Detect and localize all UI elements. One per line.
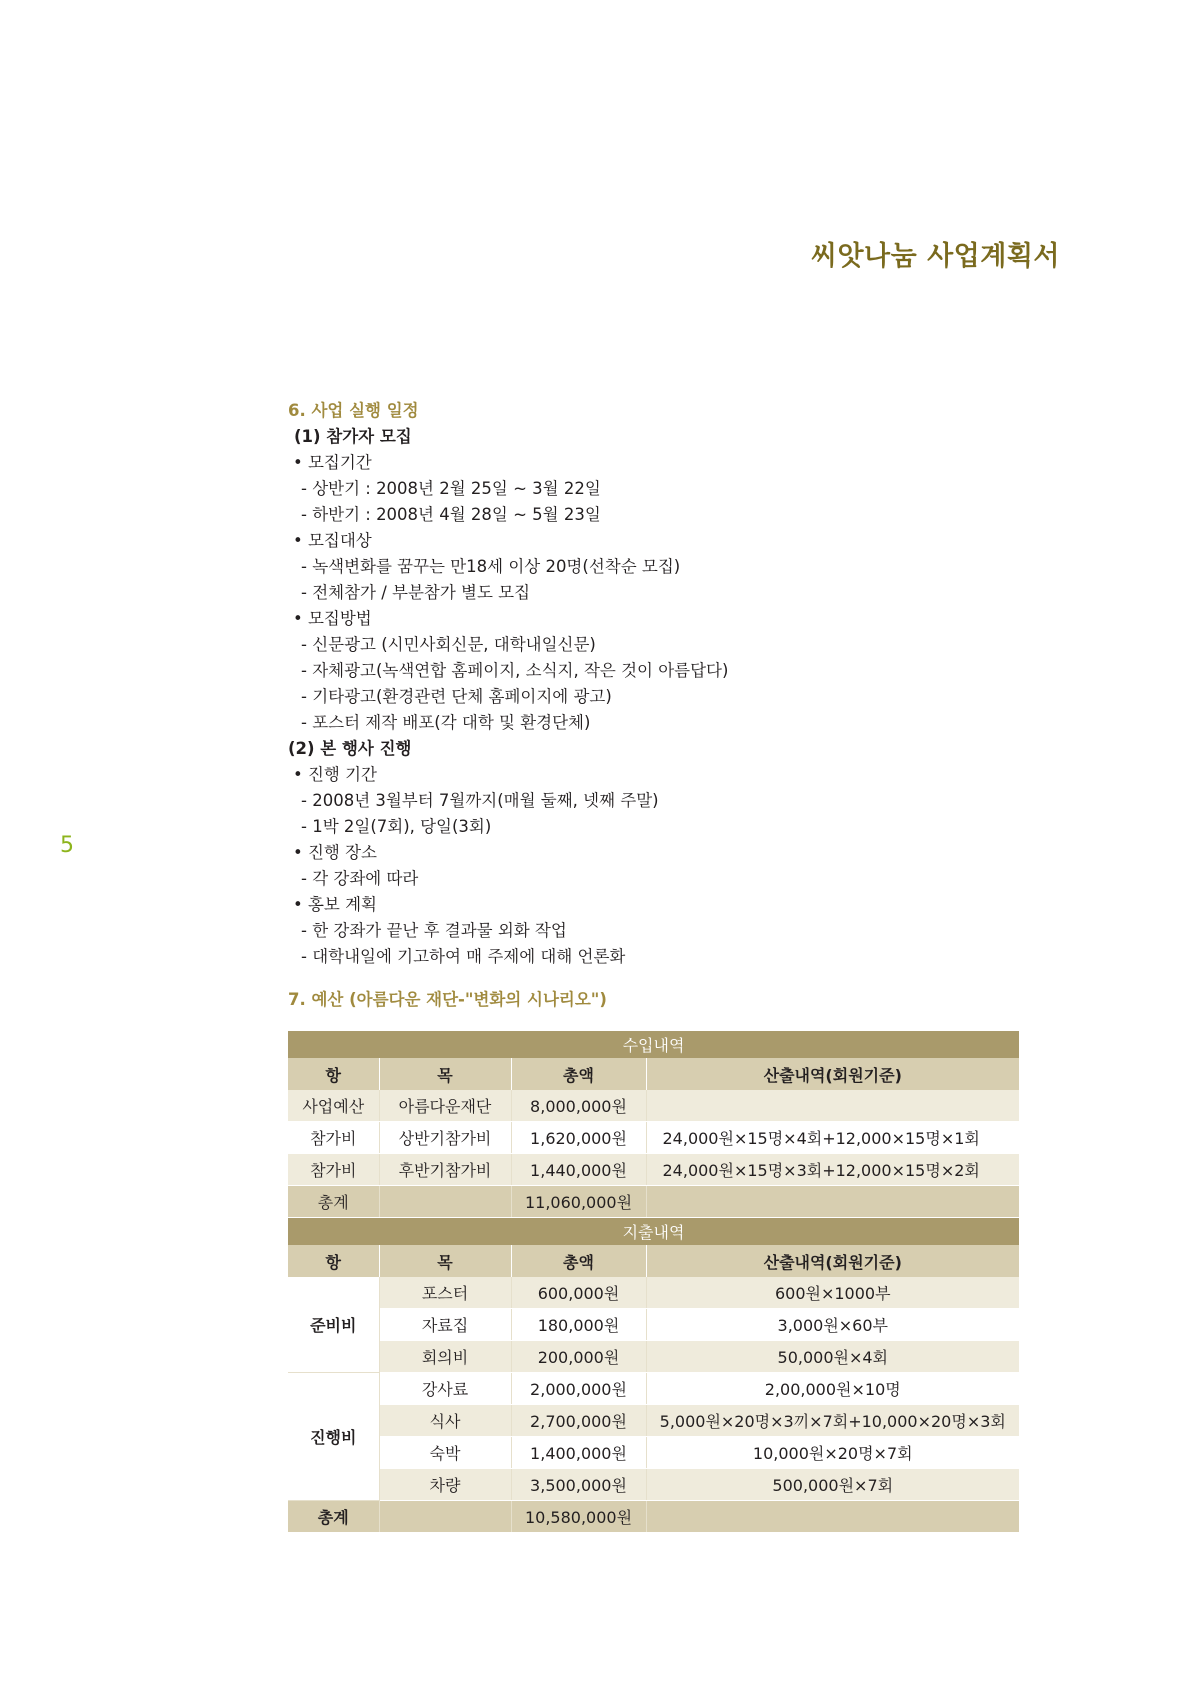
cell-item: 총계 <box>288 1501 379 1533</box>
expense-band-label: 지출내역 <box>288 1218 1019 1246</box>
cell-calc <box>646 1186 1019 1218</box>
list-item: - 녹색변화를 꿈꾸는 만18세 이상 20명(선착순 모집) <box>301 557 681 576</box>
column-header-item: 항 <box>288 1058 379 1090</box>
cell-total: 2,700,000원 <box>511 1405 646 1437</box>
group-operation-cost: 진행비 <box>288 1373 379 1501</box>
table-row <box>288 1122 1019 1154</box>
cell-item: 총계 <box>288 1186 379 1218</box>
list-item: - 한 강좌가 끝난 후 결과물 외화 작업 <box>301 921 567 940</box>
column-header-item: 항 <box>288 1245 379 1277</box>
bullet-recruit-method: • 모집방법 <box>293 609 372 628</box>
cell-subitem: 회의비 <box>379 1341 511 1373</box>
bullet-event-location: • 진행 장소 <box>293 843 377 862</box>
income-band <box>288 1031 1019 1058</box>
bullet-event-period: • 진행 기간 <box>293 765 377 784</box>
cell-total: 200,000원 <box>511 1341 646 1373</box>
table-row <box>288 1154 1019 1186</box>
list-item: - 기타광고(환경관련 단체 홈페이지에 광고) <box>301 687 612 706</box>
table-row <box>288 1341 1019 1373</box>
expense-header-row <box>288 1245 1019 1277</box>
budget-table <box>288 1031 1019 1533</box>
cell-subitem: 상반기참가비 <box>379 1122 511 1154</box>
list-item: - 상반기 : 2008년 2월 25일 ~ 3월 22일 <box>301 479 601 498</box>
list-item: - 각 강좌에 따라 <box>301 869 419 888</box>
cell-total: 1,440,000원 <box>511 1154 646 1186</box>
cell-subitem: 차량 <box>379 1469 511 1501</box>
bullet-recruit-period: • 모집기간 <box>293 453 372 472</box>
list-item: - 신문광고 (시민사회신문, 대학내일신문) <box>301 635 596 654</box>
list-item: - 2008년 3월부터 7월까지(매월 둘째, 넷째 주말) <box>301 791 659 810</box>
cell-total: 1,620,000원 <box>511 1122 646 1154</box>
cell-item: 사업예산 <box>288 1090 379 1122</box>
table-row <box>288 1309 1019 1341</box>
cell-total: 180,000원 <box>511 1309 646 1341</box>
cell-calc: 50,000원×4회 <box>646 1341 1019 1373</box>
cell-calc <box>646 1501 1019 1533</box>
expense-band <box>288 1218 1019 1246</box>
table-row <box>288 1277 1019 1309</box>
cell-calc: 24,000원×15명×4회+12,000×15명×1회 <box>646 1122 1019 1154</box>
cell-subitem: 숙박 <box>379 1437 511 1469</box>
income-header-row <box>288 1058 1019 1090</box>
list-item: - 하반기 : 2008년 4월 28일 ~ 5월 23일 <box>301 505 601 524</box>
list-item: - 자체광고(녹색연합 홈페이지, 소식지, 작은 것이 아름답다) <box>301 661 729 680</box>
document-body <box>288 398 1048 1024</box>
table-row <box>288 1469 1019 1501</box>
list-item: - 포스터 제작 배포(각 대학 및 환경단체) <box>301 713 591 732</box>
cell-subitem: 강사료 <box>379 1373 511 1405</box>
cell-subitem: 자료집 <box>379 1309 511 1341</box>
table-row <box>288 1405 1019 1437</box>
cell-subitem <box>379 1501 511 1533</box>
column-header-calc: 산출내역(회원기준) <box>646 1245 1019 1277</box>
column-header-subitem: 목 <box>379 1058 511 1090</box>
table-row <box>288 1090 1019 1122</box>
column-header-calc: 산출내역(회원기준) <box>646 1058 1019 1090</box>
cell-total: 600,000원 <box>511 1277 646 1309</box>
cell-calc: 3,000원×60부 <box>646 1309 1019 1341</box>
cell-calc: 2,00,000원×10명 <box>646 1373 1019 1405</box>
cell-subitem: 아름다운재단 <box>379 1090 511 1122</box>
column-header-total: 총액 <box>511 1245 646 1277</box>
section6-title: 6. 사업 실행 일정 <box>288 401 419 420</box>
column-header-subitem: 목 <box>379 1245 511 1277</box>
cell-total: 10,580,000원 <box>511 1501 646 1533</box>
cell-calc <box>646 1090 1019 1122</box>
cell-total: 1,400,000원 <box>511 1437 646 1469</box>
table-row <box>288 1373 1019 1405</box>
cell-total: 11,060,000원 <box>511 1186 646 1218</box>
cell-total: 3,500,000원 <box>511 1469 646 1501</box>
part1-title: (1) 참가자 모집 <box>294 427 412 446</box>
list-item: - 1박 2일(7회), 당일(3회) <box>301 817 492 836</box>
cell-calc: 5,000원×20명×3끼×7회+10,000×20명×3회 <box>646 1405 1019 1437</box>
document-title: 씨앗나눔 사업계획서 <box>810 241 1060 272</box>
income-total-row <box>288 1186 1019 1218</box>
cell-subitem: 포스터 <box>379 1277 511 1309</box>
income-band-label: 수입내역 <box>288 1031 1019 1058</box>
page-number: 5 <box>60 833 74 858</box>
table-row <box>288 1437 1019 1469</box>
bullet-promotion-plan: • 홍보 계획 <box>293 895 377 914</box>
cell-total: 8,000,000원 <box>511 1090 646 1122</box>
cell-calc: 600원×1000부 <box>646 1277 1019 1309</box>
cell-subitem: 식사 <box>379 1405 511 1437</box>
cell-calc: 24,000원×15명×3회+12,000×15명×2회 <box>646 1154 1019 1186</box>
cell-calc: 500,000원×7회 <box>646 1469 1019 1501</box>
cell-item: 참가비 <box>288 1154 379 1186</box>
cell-subitem: 후반기참가비 <box>379 1154 511 1186</box>
group-prep-cost: 준비비 <box>288 1277 379 1373</box>
list-item: - 전체참가 / 부분참가 별도 모집 <box>301 583 531 602</box>
part2-title: (2) 본 행사 진행 <box>288 739 412 758</box>
column-header-total: 총액 <box>511 1058 646 1090</box>
expense-total-row <box>288 1501 1019 1533</box>
list-item: - 대학내일에 기고하여 매 주제에 대해 언론화 <box>301 947 626 966</box>
cell-total: 2,000,000원 <box>511 1373 646 1405</box>
cell-subitem <box>379 1186 511 1218</box>
cell-calc: 10,000원×20명×7회 <box>646 1437 1019 1469</box>
bullet-recruit-target: • 모집대상 <box>293 531 372 550</box>
cell-item: 참가비 <box>288 1122 379 1154</box>
section7-title: 7. 예산 (아름다운 재단-"변화의 시나리오") <box>288 990 607 1009</box>
